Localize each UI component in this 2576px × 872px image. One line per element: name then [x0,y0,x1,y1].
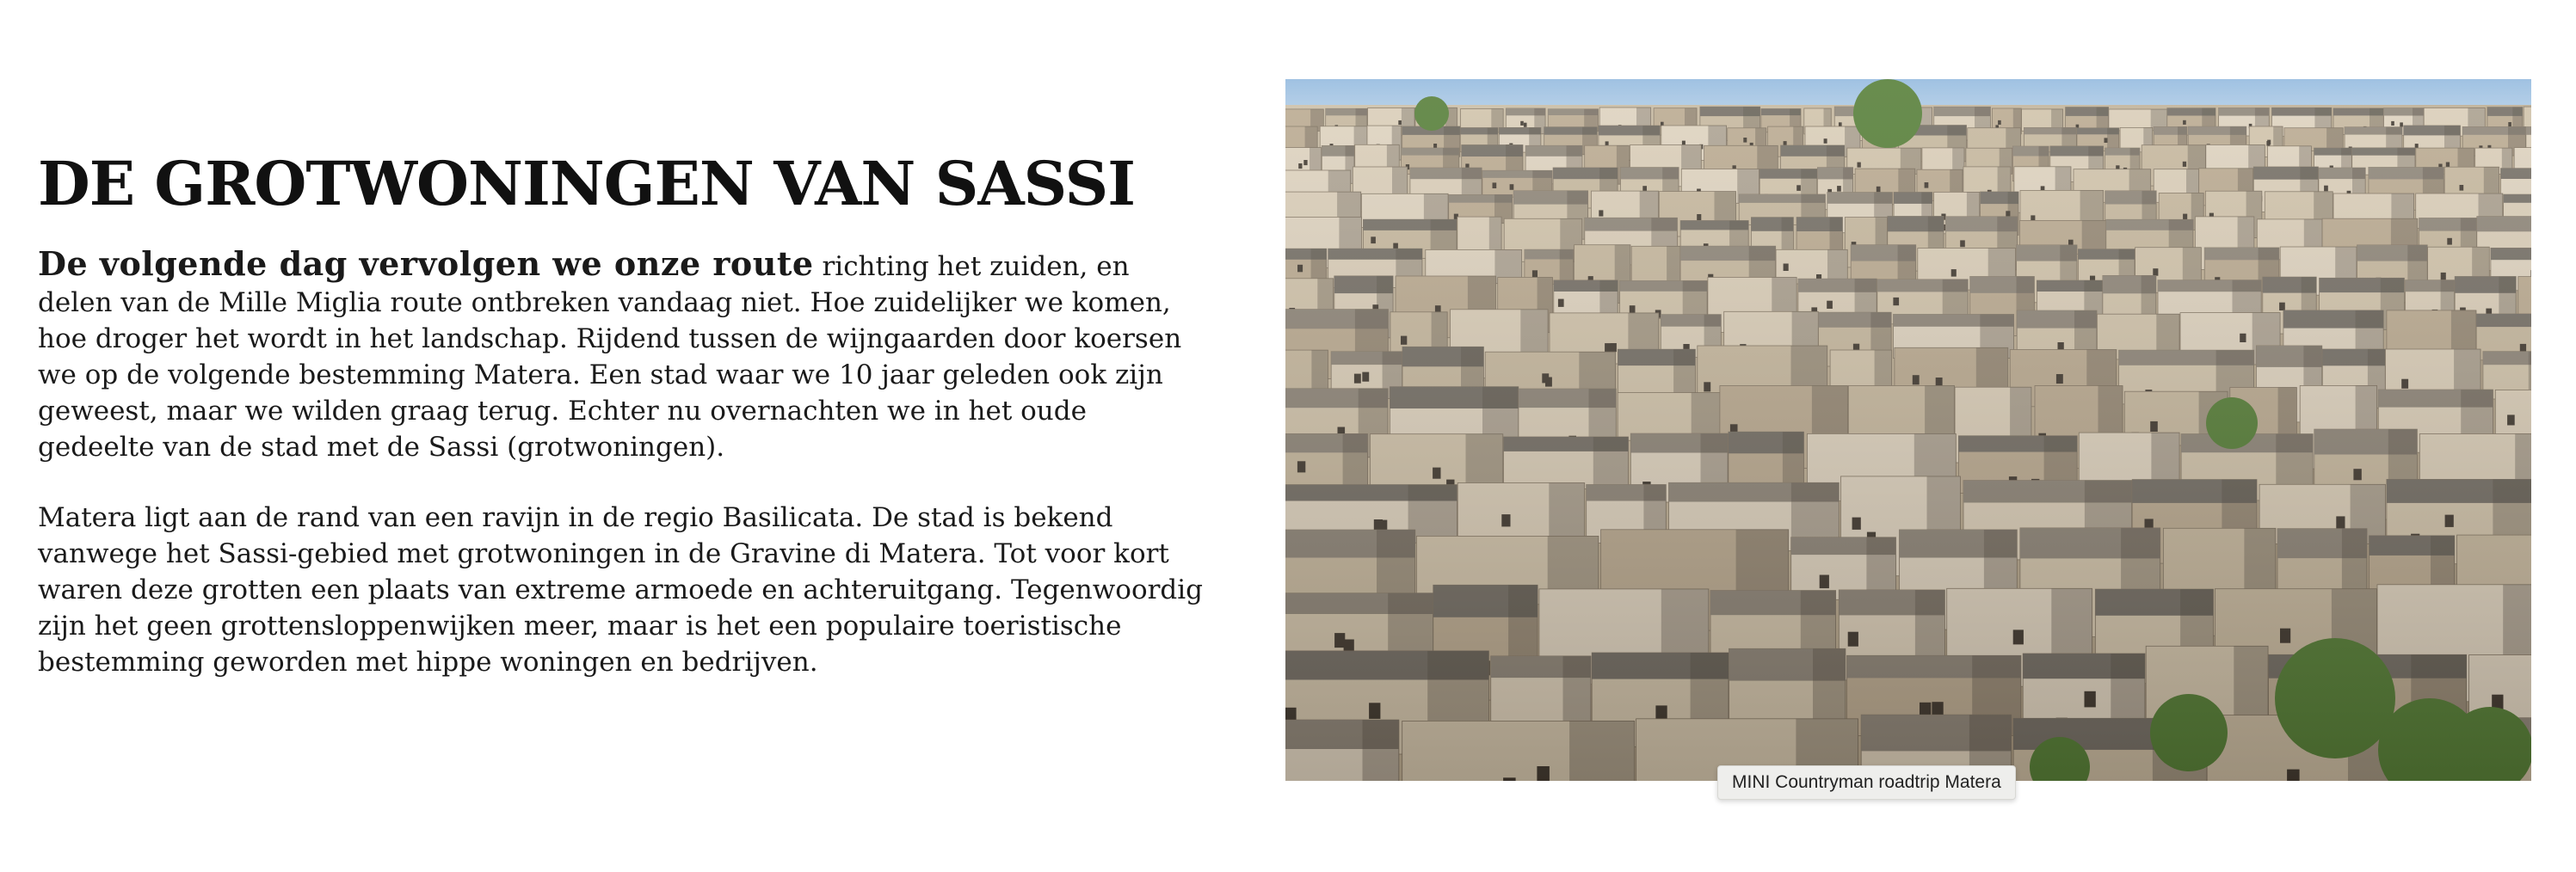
paragraph-1-text: richting het zuiden, en delen van de Mille Miglia route ontbreken vandaag niet. Hoe zuidelijker we komen, hoe droger het wordt in het landschap. Rijdend tussen de wijngaarden door koersen we op de volgende bestemming Matera. Een stad waar we 10 jaar geleden ook zijn geweest, maar we wilden graag terug. Echter nu overnachten we in het oude gedeelte van de stad met de Sassi (grotwoningen). [38,251,1182,463]
article-text-column [38,146,1208,680]
matera-sassi-photo [1285,79,2531,781]
article-title: DE GROTWONINGEN VAN SASSI [38,148,1135,219]
photo-caption: MINI Countryman roadtrip Matera [1717,765,2016,800]
article-paragraph-1 [38,246,1208,465]
article-paragraph-2: Matera ligt aan de rand van een ravijn in de regio Basilicata. De stad is bekend vanwege het Sassi-gebied met grotwoningen in de Gravine di Matera. Tot voor kort waren deze grotten een plaats van extreme armoede en achteruitgang. Tegenwoordig zijn het geen grottensloppenwijken meer, maar is het een populaire toeristische bestemming geworden met hippe woningen en bedrijven. [38,502,1204,678]
matera-sassi-image [1285,79,2531,781]
paragraph-lead: De volgende dag vervolgen we onze route [38,244,814,283]
